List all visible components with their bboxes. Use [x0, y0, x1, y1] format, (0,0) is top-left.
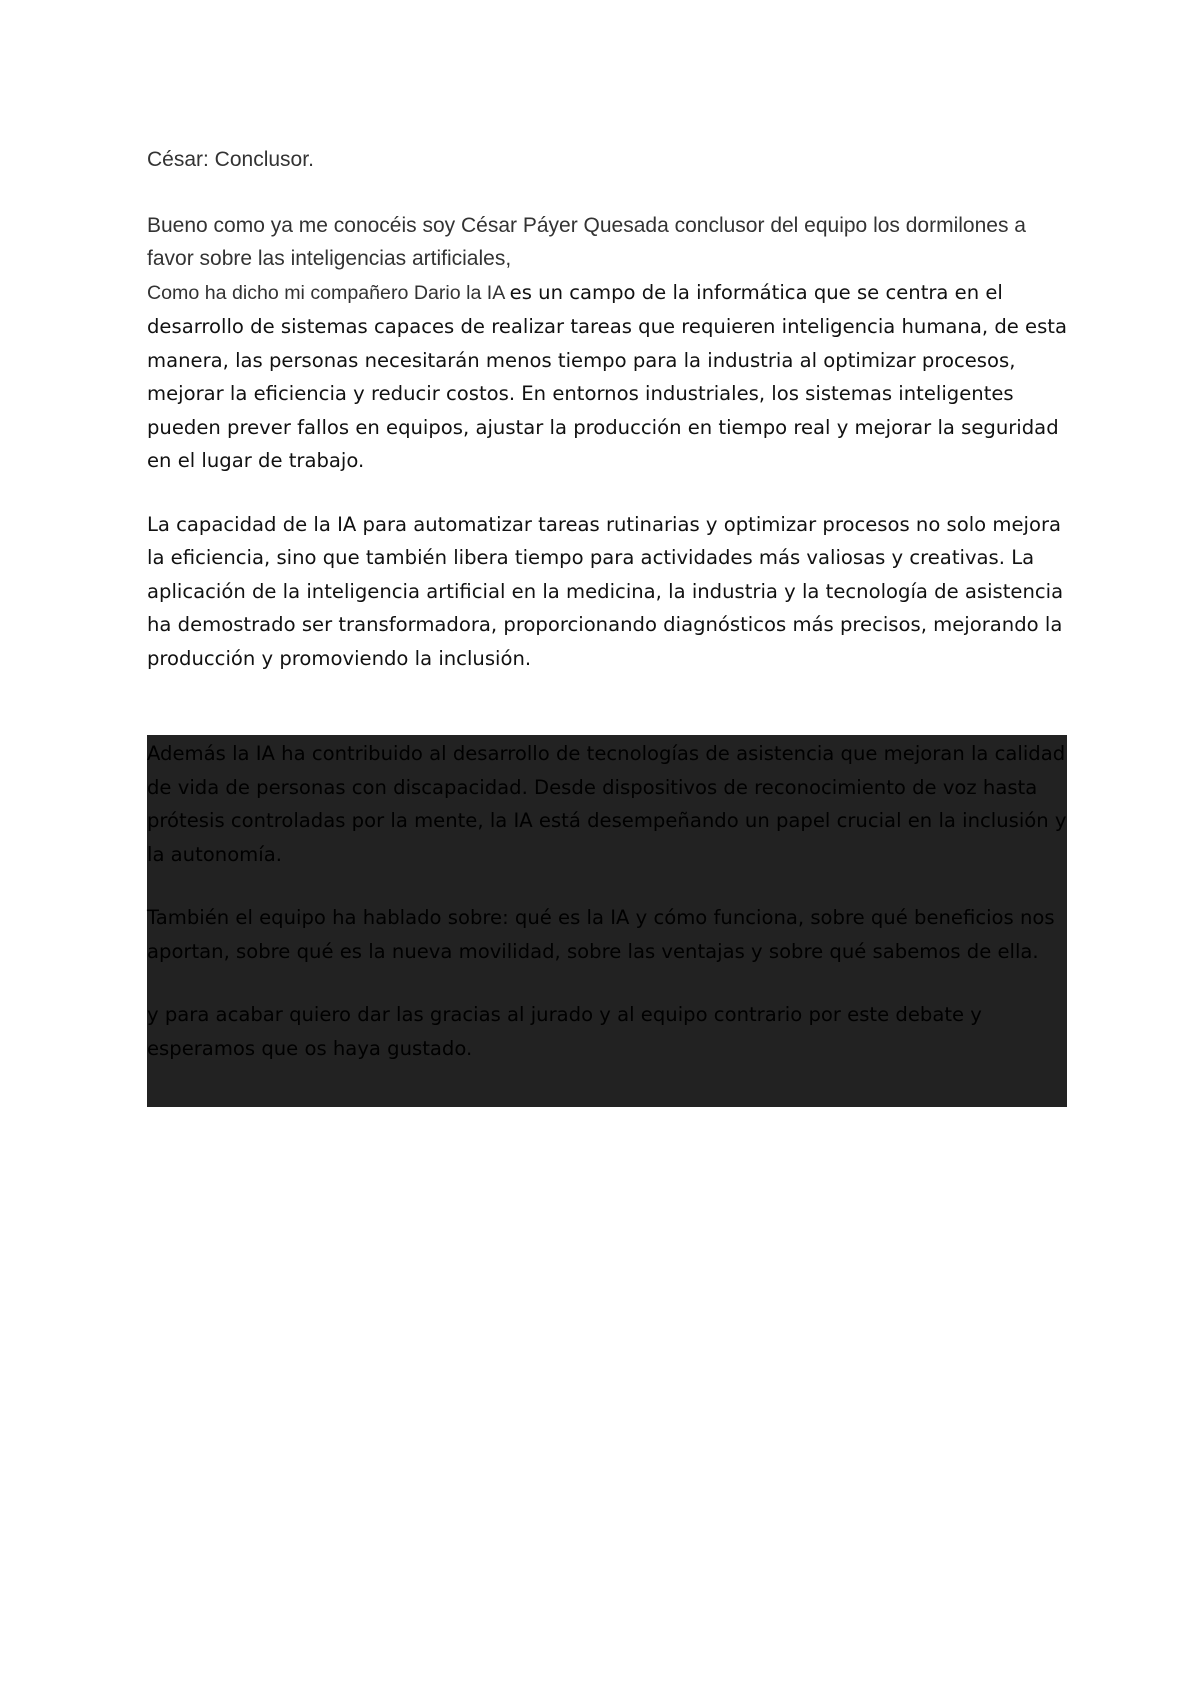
spacer: [147, 177, 1067, 209]
document-body: [147, 143, 1067, 675]
paragraph-4: También el equipo ha hablado sobre: qué es la IA y cómo funciona, sobre qué beneficios nos aportan, sobre qué es la nueva movilidad, sobre las ventajas y sobre qué sabemos de ella.: [147, 906, 1055, 963]
paragraph-3: Además la IA ha contribuido al desarrollo de tecnologías de asistencia que mejoran la calidad de vida de personas con discapacidad. Desde dispositivos de reconocimiento de voz hasta prótesis controladas por la mente, la IA está desempeñando un papel crucial en la inclusión y la autonomía.: [147, 742, 1067, 866]
paragraph-1-body: es un campo de la informática que se centra en el desarrollo de sistemas capaces de realizar tareas que requieren inteligencia humana, de esta manera, las personas necesitarán menos tiempo para la industria al optimizar procesos, mejorar la eficiencia y reducir costos. En entornos industriales, los sistemas inteligentes pueden prever fallos en equipos, ajustar la producción en tiempo real y mejorar la seguridad en el lugar de trabajo.: [147, 280, 1067, 472]
spacer: [147, 478, 1067, 508]
spacer: [147, 871, 1067, 901]
document-heading: César: Conclusor.: [147, 148, 314, 171]
paragraph-1-lead: Como ha dicho mi compañero Dario la IA: [147, 281, 510, 304]
paragraph-2: La capacidad de la IA para automatizar tareas rutinarias y optimizar procesos no solo mejora la eficiencia, sino que también libera tiempo para actividades más valiosas y creativas. La aplicación de la inteligencia artificial en la medicina, la industria y la tecnología de asistencia ha demostrado ser transformadora, proporcionando diagnósticos más precisos, mejorando la producción y promoviendo la inclusión.: [147, 512, 1064, 670]
highlighted-section: [147, 735, 1067, 1107]
paragraph-5: y para acabar quiero dar las gracias al jurado y al equipo contrario por este debate y esperamos que os haya gustado.: [147, 1003, 982, 1060]
paragraph-1: [147, 276, 1067, 478]
intro-paragraph: Bueno como ya me conocéis soy César Páyer Quesada conclusor del equipo los dormilones a favor sobre las inteligencias artificiales,: [147, 213, 1026, 270]
spacer: [147, 968, 1067, 998]
